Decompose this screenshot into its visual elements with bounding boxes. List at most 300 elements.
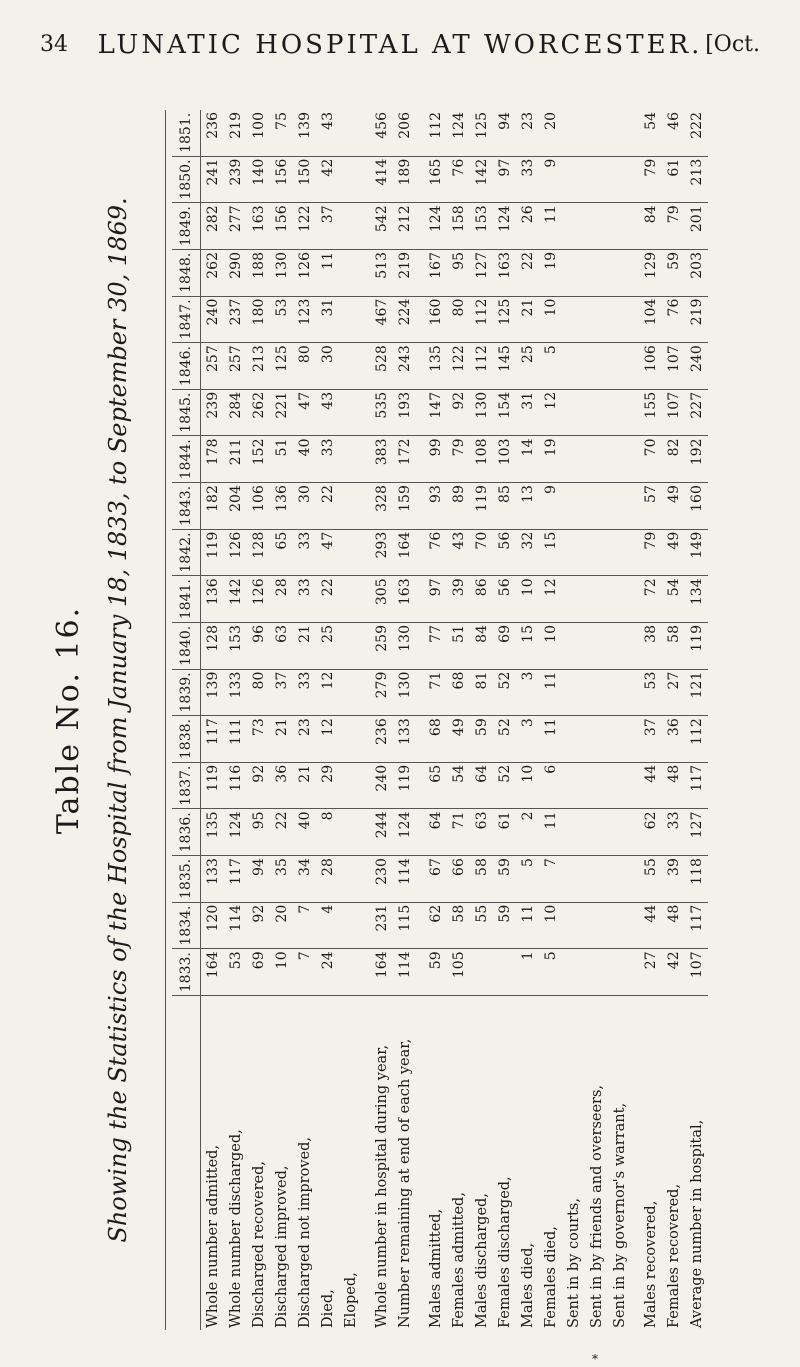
table-cell: 178 [201, 436, 225, 483]
table-cell: 305 [370, 576, 393, 623]
table-cell: 118 [685, 856, 708, 903]
table-cell [585, 529, 608, 576]
table-cell [608, 343, 639, 390]
table-cell: 49 [662, 529, 685, 576]
table-cell: 107 [662, 389, 685, 436]
table-cell: 82 [662, 436, 685, 483]
table-cell: 27 [662, 669, 685, 716]
table-cell: 69 [247, 949, 270, 996]
table-cell: 528 [370, 343, 393, 390]
table-cell: 243 [393, 343, 424, 390]
year-header: 1843. [172, 483, 201, 530]
table-cell: 68 [424, 716, 447, 763]
table-cell: 44 [639, 762, 662, 809]
table-cell: 535 [370, 389, 393, 436]
table-cell: 94 [247, 856, 270, 903]
table-cell: 203 [685, 250, 708, 297]
table-cell: 80 [247, 669, 270, 716]
table-cell: 136 [201, 576, 225, 623]
table-cell [608, 483, 639, 530]
table-cell: 259 [370, 623, 393, 670]
table-cell: 193 [393, 389, 424, 436]
table-cell [608, 250, 639, 297]
table-cell: 192 [685, 436, 708, 483]
table-cell: 119 [470, 483, 493, 530]
table-cell: 130 [270, 250, 293, 297]
table-cell: 383 [370, 436, 393, 483]
table-cell: 456 [370, 110, 393, 156]
table-cell: 79 [639, 156, 662, 203]
table-cell: 92 [247, 762, 270, 809]
page-header [0, 0, 800, 110]
table-cell: 34 [293, 856, 316, 903]
table-cell: 103 [493, 436, 516, 483]
table-row [470, 110, 493, 1330]
table-cell: 3 [516, 716, 539, 763]
table-cell: 9 [539, 156, 562, 203]
table-cell: 100 [247, 110, 270, 156]
year-header: 1850. [172, 156, 201, 203]
table-cell [562, 436, 585, 483]
table-cell: 33 [293, 669, 316, 716]
table-cell: 124 [224, 809, 247, 856]
table-cell: 11 [516, 902, 539, 949]
table-cell [493, 949, 516, 996]
running-title: LUNATIC HOSPITAL AT WORCESTER. [97, 30, 703, 60]
table-cell [585, 762, 608, 809]
table-cell: 240 [370, 762, 393, 809]
table-cell: 241 [201, 156, 225, 203]
table-cell: 59 [424, 949, 447, 996]
row-label: Males admitted, [427, 1208, 444, 1328]
table-row [424, 110, 447, 1330]
table-cell [339, 623, 370, 670]
table-row [539, 110, 562, 1330]
table-cell [585, 623, 608, 670]
table-cell [608, 856, 639, 903]
rotated-table-block [45, 110, 765, 1330]
table-cell: 124 [393, 809, 424, 856]
table-cell: 116 [224, 762, 247, 809]
statistics-table [172, 110, 708, 1330]
table-cell: 36 [270, 762, 293, 809]
table-cell: 47 [293, 389, 316, 436]
table-cell: 212 [393, 203, 424, 250]
table-cell: 76 [662, 296, 685, 343]
table-cell: 284 [224, 389, 247, 436]
table-row [516, 110, 539, 1330]
table-cell: 204 [224, 483, 247, 530]
table-cell: 57 [639, 483, 662, 530]
table-body [201, 110, 709, 1330]
table-cell: 128 [201, 623, 225, 670]
table-cell: 237 [224, 296, 247, 343]
table-cell: 63 [270, 623, 293, 670]
table-cell: 11 [316, 250, 339, 297]
table-cell: 79 [447, 436, 470, 483]
table-cell: 119 [393, 762, 424, 809]
table-cell: 114 [224, 902, 247, 949]
table-cell: 30 [293, 483, 316, 530]
table-row [270, 110, 293, 1330]
table-cell: 94 [493, 110, 516, 156]
table-cell: 239 [201, 389, 225, 436]
table-cell: 159 [393, 483, 424, 530]
table-cell: 55 [639, 856, 662, 903]
table-cell [608, 809, 639, 856]
table-cell [585, 203, 608, 250]
table-cell: 4 [316, 902, 339, 949]
row-label: Number remaining at end of each year, [396, 1038, 413, 1328]
table-cell: 27 [639, 949, 662, 996]
table-cell: 125 [470, 110, 493, 156]
table-cell: 165 [424, 156, 447, 203]
table-cell: 64 [470, 762, 493, 809]
table-cell: 160 [685, 483, 708, 530]
row-label: Sent in by governor's warrant, [611, 1102, 628, 1328]
table-cell: 23 [293, 716, 316, 763]
table-cell: 158 [447, 203, 470, 250]
table-cell: 7 [293, 902, 316, 949]
table-cell: 58 [470, 856, 493, 903]
row-label: Discharged not improved, [296, 1137, 313, 1328]
table-cell: 59 [493, 902, 516, 949]
table-cell: 97 [424, 576, 447, 623]
table-cell: 150 [293, 156, 316, 203]
table-cell: 14 [516, 436, 539, 483]
table-cell: 43 [316, 110, 339, 156]
table-cell: 164 [393, 529, 424, 576]
table-cell: 106 [247, 483, 270, 530]
table-cell: 68 [447, 669, 470, 716]
table-cell: 236 [370, 716, 393, 763]
table-cell: 120 [201, 902, 225, 949]
year-header: 1849. [172, 203, 201, 250]
table-cell: 56 [493, 576, 516, 623]
table-cell: 79 [662, 203, 685, 250]
table-cell: 122 [447, 343, 470, 390]
table-cell: 328 [370, 483, 393, 530]
table-cell: 130 [393, 623, 424, 670]
year-header: 1851. [172, 110, 201, 156]
table-cell: 12 [539, 576, 562, 623]
table-cell [339, 949, 370, 996]
table-cell: 3 [516, 669, 539, 716]
table-cell: 117 [685, 762, 708, 809]
table-cell: 37 [270, 669, 293, 716]
table-cell: 12 [316, 669, 339, 716]
table-cell: 85 [493, 483, 516, 530]
table-cell [608, 716, 639, 763]
table-cell: 52 [493, 669, 516, 716]
year-header: 1836. [172, 809, 201, 856]
table-cell: 182 [201, 483, 225, 530]
table-cell: 76 [424, 529, 447, 576]
table-cell: 11 [539, 203, 562, 250]
table-cell: 81 [470, 669, 493, 716]
table-cell: 153 [470, 203, 493, 250]
table-cell [608, 203, 639, 250]
table-cell: 80 [447, 296, 470, 343]
table-cell: 164 [370, 949, 393, 996]
table-cell: 7 [293, 949, 316, 996]
table-cell: 33 [293, 529, 316, 576]
table-caption [45, 110, 165, 1330]
table-cell: 10 [539, 296, 562, 343]
table-cell: 219 [393, 250, 424, 297]
table-cell [562, 296, 585, 343]
table-cell: 149 [685, 529, 708, 576]
table-cell [339, 156, 370, 203]
table-cell [608, 949, 639, 996]
table-cell: 236 [201, 110, 225, 156]
table-cell: 279 [370, 669, 393, 716]
table-cell: 40 [293, 436, 316, 483]
table-cell: 107 [662, 343, 685, 390]
table-cell: 1 [516, 949, 539, 996]
table-cell: 61 [493, 809, 516, 856]
year-header: 1844. [172, 436, 201, 483]
table-cell: 15 [516, 623, 539, 670]
table-cell [585, 110, 608, 156]
table-cell: 277 [224, 203, 247, 250]
table-cell [562, 250, 585, 297]
table-cell: 42 [316, 156, 339, 203]
table-row [493, 110, 516, 1330]
table-cell: 52 [493, 716, 516, 763]
table-cell [608, 389, 639, 436]
table-cell: 127 [685, 809, 708, 856]
table-row [224, 110, 247, 1330]
table-cell: 7 [539, 856, 562, 903]
table-cell [608, 529, 639, 576]
table-cell: 114 [393, 949, 424, 996]
table-cell: 414 [370, 156, 393, 203]
table-cell: 21 [293, 623, 316, 670]
table-subtitle: Showing the Statistics of the Hospital from January 18, 1833, to September 30, 1869. [104, 197, 132, 1243]
table-cell: 5 [516, 856, 539, 903]
table-cell: 70 [639, 436, 662, 483]
label-column-header [172, 996, 201, 1331]
row-label: Whole number discharged, [227, 1129, 244, 1328]
row-label: Discharged recovered, [250, 1160, 267, 1328]
table-cell: 180 [247, 296, 270, 343]
table-cell: 30 [316, 343, 339, 390]
table-cell: 224 [393, 296, 424, 343]
table-cell: 54 [662, 576, 685, 623]
table-cell: 75 [270, 110, 293, 156]
table-cell: 54 [639, 110, 662, 156]
table-cell [585, 576, 608, 623]
table-cell: 8 [316, 809, 339, 856]
table-cell [562, 762, 585, 809]
table-title: Table No. 16. [51, 605, 86, 835]
table-cell [562, 949, 585, 996]
row-label: Whole number in hospital during year, [373, 1044, 390, 1328]
table-cell [585, 949, 608, 996]
table-cell: 55 [470, 902, 493, 949]
table-cell [339, 203, 370, 250]
table-cell: 114 [393, 856, 424, 903]
table-row [639, 110, 662, 1330]
year-header: 1847. [172, 296, 201, 343]
table-cell: 35 [270, 856, 293, 903]
table-cell: 59 [662, 250, 685, 297]
table-cell: 59 [470, 716, 493, 763]
table-row [562, 110, 585, 1330]
table-cell: 119 [685, 623, 708, 670]
table-cell: 112 [685, 716, 708, 763]
table-cell: 64 [424, 809, 447, 856]
year-header: 1834. [172, 902, 201, 949]
table-cell [470, 949, 493, 996]
table-cell: 142 [224, 576, 247, 623]
table-cell [585, 483, 608, 530]
table-cell: 92 [247, 902, 270, 949]
table-cell: 65 [424, 762, 447, 809]
table-cell: 22 [316, 483, 339, 530]
table-cell: 121 [685, 669, 708, 716]
table-cell: 96 [247, 623, 270, 670]
table-cell: 39 [447, 576, 470, 623]
table-cell: 22 [516, 250, 539, 297]
table-row [585, 110, 608, 1330]
table-cell: 153 [224, 623, 247, 670]
table-cell: 58 [662, 623, 685, 670]
table-cell: 122 [293, 203, 316, 250]
table-cell: 467 [370, 296, 393, 343]
table-cell: 115 [393, 902, 424, 949]
table-cell: 95 [447, 250, 470, 297]
table-cell: 119 [201, 529, 225, 576]
table-cell: 10 [539, 623, 562, 670]
table-cell [339, 483, 370, 530]
table-cell: 213 [247, 343, 270, 390]
table-cell: 145 [493, 343, 516, 390]
table-cell: 44 [639, 902, 662, 949]
table-cell: 22 [316, 576, 339, 623]
table-cell: 21 [293, 762, 316, 809]
table-cell: 129 [639, 250, 662, 297]
table-row [447, 110, 470, 1330]
table-cell: 92 [447, 389, 470, 436]
table-cell: 52 [493, 762, 516, 809]
table-cell: 230 [370, 856, 393, 903]
table-cell: 49 [662, 483, 685, 530]
table-cell: 123 [293, 296, 316, 343]
table-cell: 201 [685, 203, 708, 250]
table-cell: 24 [316, 949, 339, 996]
table-cell: 31 [516, 389, 539, 436]
table-cell: 51 [447, 623, 470, 670]
table-cell: 117 [685, 902, 708, 949]
table-cell [339, 250, 370, 297]
table-cell: 22 [270, 809, 293, 856]
table-cell: 105 [447, 949, 470, 996]
table-cell [339, 669, 370, 716]
table-cell [585, 296, 608, 343]
row-label: Died, [319, 1289, 336, 1328]
table-cell: 63 [470, 809, 493, 856]
table-cell [562, 856, 585, 903]
table-cell: 139 [293, 110, 316, 156]
table-cell: 80 [293, 343, 316, 390]
table-cell: 23 [516, 110, 539, 156]
table-cell [585, 716, 608, 763]
table-cell [562, 389, 585, 436]
table-row [685, 110, 708, 1330]
caption-rule [165, 110, 166, 1330]
table-cell: 61 [662, 156, 685, 203]
table-cell: 58 [447, 902, 470, 949]
table-cell: 112 [424, 110, 447, 156]
year-header: 1840. [172, 623, 201, 670]
table-cell: 119 [201, 762, 225, 809]
table-cell: 33 [662, 809, 685, 856]
table-cell: 37 [639, 716, 662, 763]
table-cell: 11 [539, 716, 562, 763]
row-label: Males died, [519, 1242, 536, 1328]
table-cell [585, 156, 608, 203]
row-label: Sent in by friends and overseers, [588, 1084, 605, 1328]
table-cell [608, 436, 639, 483]
row-label: Females admitted, [450, 1192, 467, 1328]
table-cell: 99 [424, 436, 447, 483]
table-row [316, 110, 339, 1330]
table-cell: 163 [493, 250, 516, 297]
table-cell: 134 [685, 576, 708, 623]
row-label: Average number in hospital, [688, 1119, 705, 1328]
table-cell: 29 [316, 762, 339, 809]
table-cell: 10 [516, 576, 539, 623]
year-header: 1848. [172, 250, 201, 297]
row-label: Eloped, [342, 1272, 359, 1328]
table-cell: 19 [539, 436, 562, 483]
table-cell: 211 [224, 436, 247, 483]
table-cell [608, 669, 639, 716]
table-cell: 244 [370, 809, 393, 856]
table-cell: 107 [685, 949, 708, 996]
table-cell: 6 [539, 762, 562, 809]
table-cell: 12 [539, 389, 562, 436]
year-header: 1839. [172, 669, 201, 716]
table-cell: 542 [370, 203, 393, 250]
table-cell: 42 [662, 949, 685, 996]
table-cell: 164 [201, 949, 225, 996]
table-cell [339, 576, 370, 623]
table-cell: 293 [370, 529, 393, 576]
table-cell: 257 [201, 343, 225, 390]
table-cell: 111 [224, 716, 247, 763]
table-cell [339, 343, 370, 390]
table-cell: 40 [293, 809, 316, 856]
table-cell: 28 [316, 856, 339, 903]
table-cell: 39 [662, 856, 685, 903]
year-header: 1838. [172, 716, 201, 763]
table-cell: 231 [370, 902, 393, 949]
table-cell: 9 [539, 483, 562, 530]
table-cell: 95 [247, 809, 270, 856]
table-cell [339, 110, 370, 156]
table-cell: 77 [424, 623, 447, 670]
table-cell: 290 [224, 250, 247, 297]
row-label: Discharged improved, [273, 1165, 290, 1328]
table-cell: 106 [639, 343, 662, 390]
table-cell: 135 [424, 343, 447, 390]
table-cell: 219 [224, 110, 247, 156]
table-row [339, 110, 370, 1330]
table-cell: 112 [470, 296, 493, 343]
